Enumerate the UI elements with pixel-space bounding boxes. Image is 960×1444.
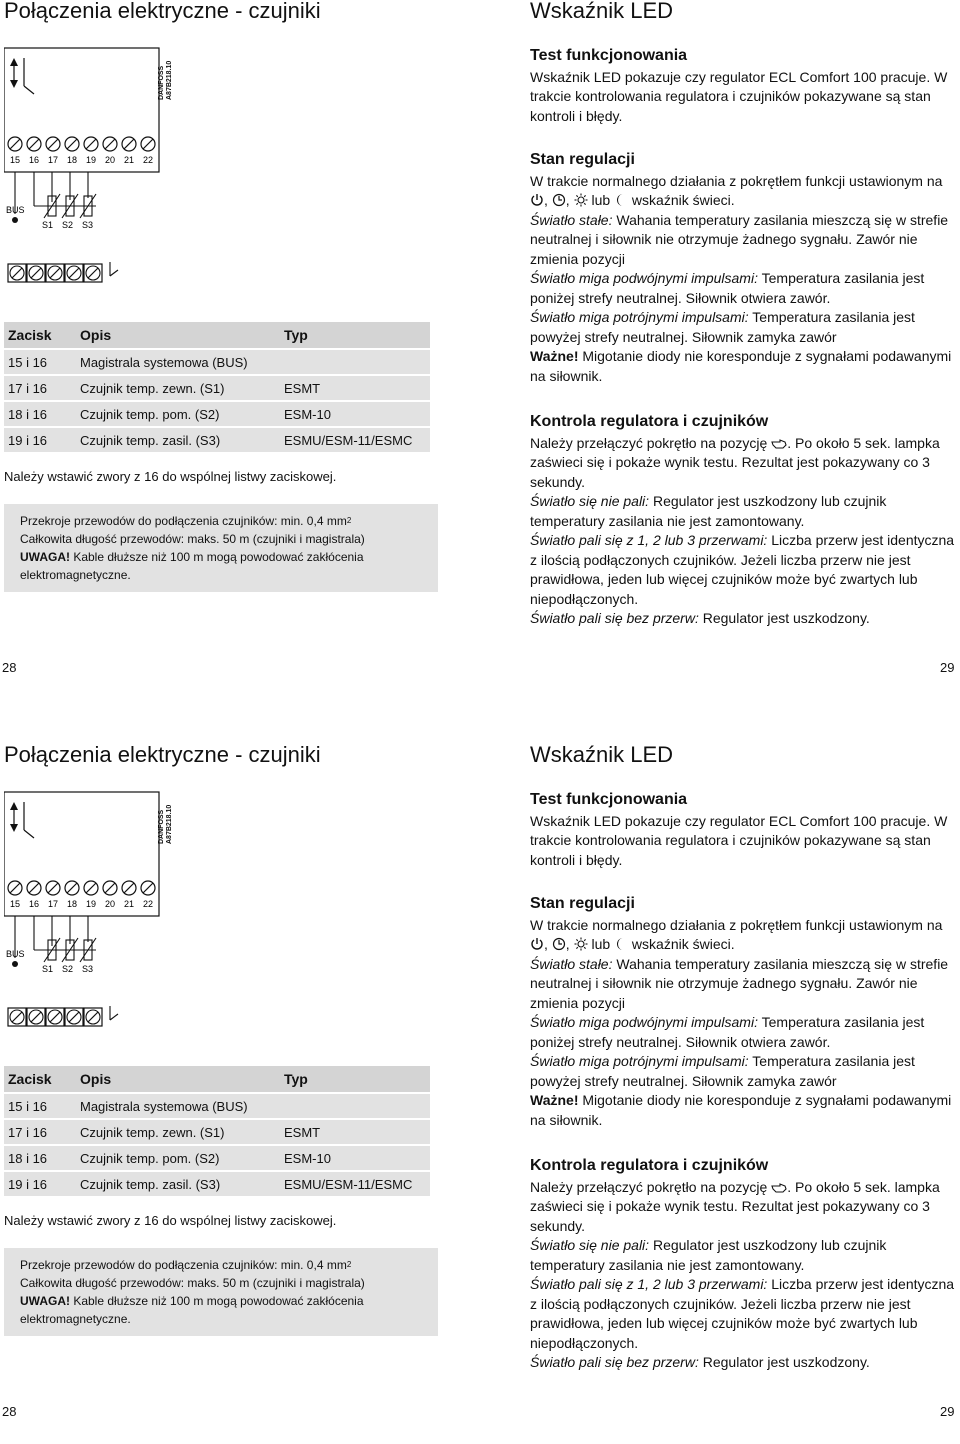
table-cell: Czujnik temp. zewn. (S1) (76, 1119, 280, 1145)
kontrola-breaks: Światło pali się z 1, 2 lub 3 przerwami: Liczba przerw jest identyczna z ilością podłączonych czujników. Jeżeli liczba przerw nie jest prawidłowa, jeden lub więcej czujników może być zwartych lub niepodłączonych. (530, 532, 955, 607)
section-heading: Test funkcjonowania (530, 47, 688, 64)
page-number-left: 28 (2, 660, 17, 675)
table-cell: 18 i 16 (4, 1145, 76, 1171)
table-header-row (4, 1066, 430, 1093)
left-page-title: Połączenia elektryczne - czujniki (4, 0, 321, 23)
controller-outline (4, 792, 159, 916)
terminal-number: 15 (10, 155, 21, 165)
section-kontrola (530, 412, 955, 629)
terminal-number: 22 (143, 155, 154, 165)
table-cell: ESMT (280, 375, 430, 401)
table-cell: 19 i 16 (4, 1171, 76, 1197)
warning-box (4, 504, 438, 592)
table-row (4, 427, 430, 453)
table-row (4, 1093, 430, 1119)
table-cell: Magistrala systemowa (BUS) (76, 349, 280, 375)
table-header-cell: Typ (280, 322, 430, 349)
section-kontrola (530, 1156, 955, 1373)
drawing-code (158, 60, 208, 100)
page-number-right: 29 (940, 1404, 955, 1419)
table-row (4, 1119, 430, 1145)
table-cell: ESM-10 (280, 401, 430, 427)
table-cell (280, 1093, 430, 1119)
table-cell: ESMU/ESM-11/ESMC (280, 1171, 430, 1197)
bus-label: BUS (6, 949, 25, 959)
terminal-number: 15 (10, 899, 21, 909)
wiring-diagram (4, 46, 184, 306)
sensor-wiring (15, 172, 96, 218)
terminal-number: 16 (29, 899, 40, 909)
table-cell: Czujnik temp. pom. (S2) (76, 401, 280, 427)
stan-important: Ważne! Migotanie diody nie koresponduje z sygnałami podawanymi na siłownik. (530, 348, 952, 384)
controller-outline (4, 48, 159, 172)
jumper-terminal-strip (8, 1008, 102, 1026)
left-page-title: Połączenia elektryczne - czujniki (4, 742, 321, 767)
stan-triple: Światło miga potrójnymi impulsami: Temperatura zasilania jest powyżej strefy neutralnej. Siłownik zamyka zawór (530, 309, 915, 345)
table-cell: ESM-10 (280, 1145, 430, 1171)
table-header-cell: Typ (280, 1066, 430, 1093)
table-cell: Czujnik temp. zasil. (S3) (76, 427, 280, 453)
table-header-cell: Zacisk (4, 322, 76, 349)
bus-label: BUS (6, 205, 25, 215)
section-heading: Kontrola regulatora i czujników (530, 413, 769, 430)
section-stan (530, 894, 955, 1130)
table-header-cell: Zacisk (4, 1066, 76, 1093)
table-row (4, 1171, 430, 1197)
section-heading: Test funkcjonowania (530, 791, 688, 808)
sensor-label-s2: S2 (62, 964, 74, 974)
bus-terminal-dot (12, 217, 18, 223)
clock-icon (552, 193, 566, 207)
table-header-cell: Opis (76, 322, 280, 349)
table-cell: Czujnik temp. pom. (S2) (76, 1145, 280, 1171)
section-heading: Kontrola regulatora i czujników (530, 1157, 769, 1174)
power-icon (530, 937, 544, 951)
warning-line-uwaga: UWAGA! Kable dłuższe niż 100 m mogą powodować zakłócenia elektromagnetyczne. (20, 550, 364, 582)
table-row (4, 375, 430, 401)
section-test (530, 46, 955, 126)
hand-icon (771, 1180, 787, 1194)
kontrola-intro: Należy przełączyć pokrętło na pozycję . Po około 5 sek. lampka zaświeci się i pokaże wynik testu. Rezultat jest pokazywany co 3 sekundy. (530, 434, 940, 490)
clock-icon (552, 937, 566, 951)
page-number-right: 29 (940, 660, 955, 675)
table-cell: Czujnik temp. zasil. (S3) (76, 1171, 280, 1197)
table-cell: 19 i 16 (4, 427, 76, 453)
terminal-number: 18 (67, 155, 78, 165)
terminal-row (8, 881, 155, 895)
table-header-cell: Opis (76, 1066, 280, 1093)
hand-icon (771, 436, 787, 450)
warning-line-uwaga: UWAGA! Kable dłuższe niż 100 m mogą powodować zakłócenia elektromagnetyczne. (20, 1294, 364, 1326)
section-text: Wskaźnik LED pokazuje czy regulator ECL Comfort 100 pracuje. W trakcie kontrolowania regulatora i czujników pokazywane są stan kontroli i błędy. (530, 812, 948, 868)
table-cell: Czujnik temp. zewn. (S1) (76, 375, 280, 401)
drawing-code-number: A87B218.10 (166, 804, 173, 844)
power-icon (530, 193, 544, 207)
table-cell: 15 i 16 (4, 349, 76, 375)
section-text: Wskaźnik LED pokazuje czy regulator ECL Comfort 100 pracuje. W trakcie kontrolowania regulatora i czujników pokazywane są stan kontroli i błędy. (530, 68, 948, 124)
warning-line-length: Całkowita długość przewodów: maks. 50 m (czujniki i magistrala) (20, 1276, 365, 1290)
terminal-number: 22 (143, 899, 154, 909)
kontrola-steady: Światło pali się bez przerw: Regulator jest uszkodzony. (530, 1354, 870, 1370)
table-cell (280, 349, 430, 375)
table-cell: Magistrala systemowa (BUS) (76, 1093, 280, 1119)
warning-line-cross-section: Przekroje przewodów do podłączenia czujników: min. 0,4 $mm^2$ (20, 1258, 352, 1272)
right-page-title: Wskaźnik LED (530, 0, 674, 23)
terminal-number: 20 (105, 155, 116, 165)
stan-triple: Światło miga potrójnymi impulsami: Temperatura zasilania jest powyżej strefy neutralnej. Siłownik zamyka zawór (530, 1053, 915, 1089)
warning-line-cross-section: Przekroje przewodów do podłączenia czujników: min. 0,4 $mm^2$ (20, 514, 352, 528)
spread-bottom (0, 744, 960, 1444)
table-header-row (4, 322, 430, 349)
stan-important: Ważne! Migotanie diody nie koresponduje z sygnałami podawanymi na siłownik. (530, 1092, 952, 1128)
sensor-label-s1: S1 (42, 964, 54, 974)
sun-icon (574, 193, 588, 207)
terminal-number: 16 (29, 155, 40, 165)
terminal-number: 18 (67, 899, 78, 909)
table-cell: ESMU/ESM-11/ESMC (280, 427, 430, 453)
terminal-number: 19 (86, 899, 97, 909)
wiring-diagram (4, 790, 184, 1050)
table-row (4, 349, 430, 375)
bus-terminal-dot (12, 961, 18, 967)
kontrola-no-light: Światło się nie pali: Regulator jest uszkodzony lub czujnik temperatury zasilania nie jest zamontowany. (530, 493, 887, 529)
section-test (530, 790, 955, 870)
terminal-numbers (10, 899, 153, 909)
terminal-number: 19 (86, 155, 97, 165)
table-cell: 17 i 16 (4, 375, 76, 401)
warning-line-length: Całkowita długość przewodów: maks. 50 m (czujniki i magistrala) (20, 532, 365, 546)
table-cell: 15 i 16 (4, 1093, 76, 1119)
sensor-label-s3: S3 (82, 220, 94, 230)
stan-steady: Światło stałe: Wahania temperatury zasilania mieszczą się w strefie neutralnej i siłownik nie otrzymuje żadnego sygnału. Zawór nie zmienia pozycji (530, 955, 949, 1011)
jumper-note: Należy wstawić zwory z 16 do wspólnej listwy zaciskowej. (4, 469, 337, 484)
kontrola-intro: Należy przełączyć pokrętło na pozycję . Po około 5 sek. lampka zaświeci się i pokaże wynik testu. Rezultat jest pokazywany co 3 sekundy. (530, 1178, 940, 1234)
table-row (4, 1145, 430, 1171)
table-cell: 17 i 16 (4, 1119, 76, 1145)
sensor-wiring (15, 916, 96, 962)
sun-icon (574, 937, 588, 951)
drawing-code (158, 804, 208, 844)
terminal-row (8, 137, 155, 151)
drawing-code-brand: DANFOSS (158, 65, 165, 100)
terminal-number: 21 (124, 155, 135, 165)
terminal-number: 21 (124, 899, 135, 909)
spread-top (0, 0, 960, 700)
sensor-label-s1: S1 (42, 220, 54, 230)
kontrola-breaks: Światło pali się z 1, 2 lub 3 przerwami: Liczba przerw jest identyczna z ilością podłączonych czujników. Jeżeli liczba przerw nie jest prawidłowa, jeden lub więcej czujników może być zwartych lub niepodłączonych. (530, 1276, 955, 1351)
sensor-label-s2: S2 (62, 220, 74, 230)
sensor-label-s3: S3 (82, 964, 94, 974)
stan-steady: Światło stałe: Wahania temperatury zasilania mieszczą się w strefie neutralnej i siłownik nie otrzymuje żadnego sygnału. Zawór nie zmienia pozycji (530, 211, 949, 267)
drawing-code-number: A87B218.10 (166, 60, 173, 100)
right-page-title: Wskaźnik LED (530, 742, 674, 767)
section-stan (530, 150, 955, 386)
stan-double: Światło miga podwójnymi impulsami: Temperatura zasilania jest poniżej strefy neutralnej. Siłownik otwiera zawór. (530, 1014, 925, 1050)
terminal-number: 20 (105, 899, 116, 909)
stan-intro: W trakcie normalnego działania z pokrętłem funkcji ustawionym na , , lub wskaźnik świeci. (530, 172, 943, 208)
table-cell: 18 i 16 (4, 401, 76, 427)
drawing-code-brand: DANFOSS (158, 809, 165, 844)
kontrola-no-light: Światło się nie pali: Regulator jest uszkodzony lub czujnik temperatury zasilania nie jest zamontowany. (530, 1237, 887, 1273)
jumper-note: Należy wstawić zwory z 16 do wspólnej listwy zaciskowej. (4, 1213, 337, 1228)
terminal-table (4, 1066, 430, 1198)
terminal-numbers (10, 155, 153, 165)
moon-icon (614, 193, 628, 207)
table-row (4, 401, 430, 427)
stan-intro: W trakcie normalnego działania z pokrętłem funkcji ustawionym na , , lub wskaźnik świeci. (530, 916, 943, 952)
stan-double: Światło miga podwójnymi impulsami: Temperatura zasilania jest poniżej strefy neutralnej. Siłownik otwiera zawór. (530, 270, 925, 306)
page-number-left: 28 (2, 1404, 17, 1419)
section-heading: Stan regulacji (530, 895, 635, 912)
terminal-table (4, 322, 430, 454)
jumper-terminal-strip (8, 264, 102, 282)
moon-icon (614, 937, 628, 951)
table-cell: ESMT (280, 1119, 430, 1145)
section-heading: Stan regulacji (530, 151, 635, 168)
warning-box (4, 1248, 438, 1336)
terminal-number: 17 (48, 155, 59, 165)
terminal-number: 17 (48, 899, 59, 909)
kontrola-steady: Światło pali się bez przerw: Regulator jest uszkodzony. (530, 610, 870, 626)
